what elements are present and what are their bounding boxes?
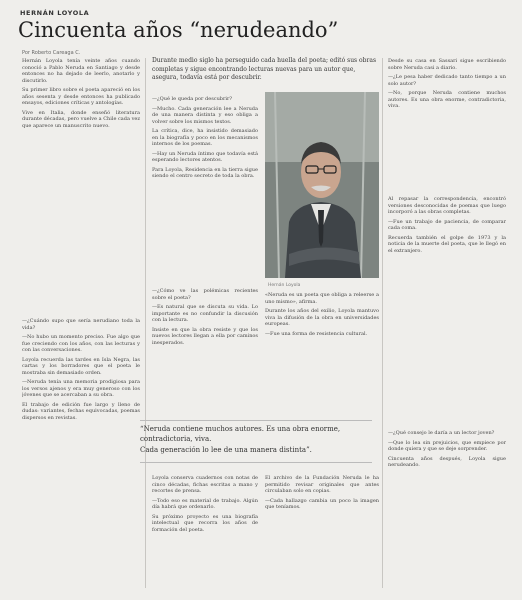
paragraph: —¿Qué consejo le daría a un lector joven? xyxy=(388,430,495,436)
paragraph: Loyola recuerda las tardes en Isla Negra, las cartas y los borradores que el poeta le mostraba sin demasiado orden. xyxy=(22,356,140,376)
column-divider xyxy=(145,58,146,588)
paragraph: —Fue un trabajo de paciencia, de comparar cada coma. xyxy=(388,218,506,231)
column-right-bottom xyxy=(388,430,506,590)
paragraph: —¿Cómo ve las polémicas recientes sobre el poeta? xyxy=(152,288,258,301)
paragraph: —No, porque Neruda contiene muchos autores. Es una obra enorme, contradictoria, viva. xyxy=(388,90,506,109)
paragraph: —Fue una forma de resistencia cultural. xyxy=(265,330,368,337)
column-divider xyxy=(382,58,383,588)
paragraph: El trabajo de edición fue largo y lleno de dudas: variantes, fechas equivocadas, poemas dispersos en revistas. xyxy=(22,401,140,421)
paragraph: Al repasar la correspondencia, encontró versiones desconocidas de poemas que luego incorporó a las obras completas. xyxy=(388,196,506,215)
paragraph: Para Loyola, Residencia en la tierra sigue siendo el centro secreto de toda la obra. xyxy=(152,166,258,179)
column-center-top xyxy=(152,96,258,281)
paragraph: —Neruda tenía una memoria prodigiosa para los versos ajenos y era muy generoso con los jóvenes que se acercaban a su obra. xyxy=(22,379,140,398)
paragraph: Hernán Loyola tenía veinte años cuando conoció a Pablo Neruda en Santiago y desde entonces no ha dejado de leerlo, anotarlo y discutirlo. xyxy=(22,58,140,84)
paragraph: La crítica, dice, ha insistido demasiado en la biografía y poco en los mecanismos internos de los poemas. xyxy=(152,128,258,147)
paragraph: —¿Cuándo supo que sería nerudiano toda la vida? xyxy=(22,318,140,331)
paragraph: Loyola conserva cuadernos con notas de cinco décadas, fichas escritas a mano y recortes de prensa. xyxy=(152,475,258,494)
pull-quote-line: Cada generación lo lee de una manera distinta”. xyxy=(140,446,312,454)
paragraph: —Cada hallazgo cambia un poco la imagen que teníamos. xyxy=(265,497,379,510)
article-kicker: HERNÁN LOYOLA xyxy=(20,9,90,17)
paragraph: —¿Qué le queda por descubrir? xyxy=(152,96,233,102)
paragraph: —Mucho. Cada generación lee a Neruda de una manera distinta y eso obliga a volver sobre los mismos textos. xyxy=(152,105,258,125)
column-left-top xyxy=(22,58,140,278)
column-right-top xyxy=(388,58,506,190)
column-center-right-bottom xyxy=(265,475,379,590)
column-right-mid xyxy=(388,196,506,416)
photo-caption: Hernán Loyola xyxy=(268,283,301,288)
paragraph: —Que lo lea sin prejuicios, que empiece por donde quiera y que se deje sorprender. xyxy=(388,439,506,452)
column-photo-below xyxy=(265,292,379,412)
article-intro: Durante medio siglo ha perseguido cada huella del poeta; editó sus obras completas y sigue encontrando lecturas nuevas para un autor que, asegura, todavía está por descubrir. xyxy=(152,57,377,81)
paragraph: —No hubo un momento preciso. Fue algo que fue creciendo con los años, con las lecturas y con las conversaciones. xyxy=(22,334,140,353)
pull-quote-line: “Neruda contiene muchos autores. Es una obra enorme, contradictoria, viva. xyxy=(140,425,341,443)
paragraph: —Es natural que se discuta su vida. Lo importante es no confundir la discusión con la lectura. xyxy=(152,304,258,323)
paragraph: —Todo eso es material de trabajo. Algún día habrá que ordenarlo. xyxy=(152,497,258,510)
paragraph: Desde su casa en Sassari sigue escribiendo sobre Neruda casi a diario. xyxy=(388,58,506,71)
paragraph: Insiste en que la obra resiste y que los nuevos lectores llegan a ella por caminos inesperados. xyxy=(152,326,258,346)
paragraph: El archivo de la Fundación Neruda le ha permitido revisar originales que antes circulaban solo en copias. xyxy=(265,475,379,494)
paragraph: —¿Le pesa haber dedicado tanto tiempo a un solo autor? xyxy=(388,74,506,87)
paragraph: Recuerda también el golpe de 1973 y la noticia de la muerte del poeta, que le llegó en el extranjero. xyxy=(388,234,506,254)
paragraph: Durante los años del exilio, Loyola mantuvo viva la difusión de la obra en universidades europeas. xyxy=(265,308,379,327)
paragraph: Su próximo proyecto es una biografía intelectual que recorra los años de formación del poeta. xyxy=(152,513,258,533)
column-center-mid xyxy=(152,288,258,413)
article-byline: Por Roberto Careaga C. xyxy=(22,50,81,56)
article-headline: Cincuenta años “nerudeando” xyxy=(18,18,339,42)
paragraph: Vive en Italia, donde enseñó literatura durante décadas, pero vuelve a Chile cada vez que aparece un manuscrito nuevo. xyxy=(22,109,140,129)
paragraph: Cincuenta años después, Loyola sigue nerudeando. xyxy=(388,455,506,468)
paragraph: —Hay un Neruda íntimo que todavía está esperando lectores atentos. xyxy=(152,150,258,163)
column-left-bottom xyxy=(22,318,140,588)
column-center-bottom xyxy=(152,475,258,590)
pull-quote xyxy=(140,420,372,463)
portrait-photo xyxy=(265,92,379,278)
paragraph: «Neruda es un poeta que obliga a releerse a uno mismo», afirma. xyxy=(265,292,379,305)
portrait-image xyxy=(265,92,379,278)
paragraph: Su primer libro sobre el poeta apareció en los años sesenta y desde entonces ha publicado ensayos, ediciones críticas y antologías. xyxy=(22,87,140,106)
